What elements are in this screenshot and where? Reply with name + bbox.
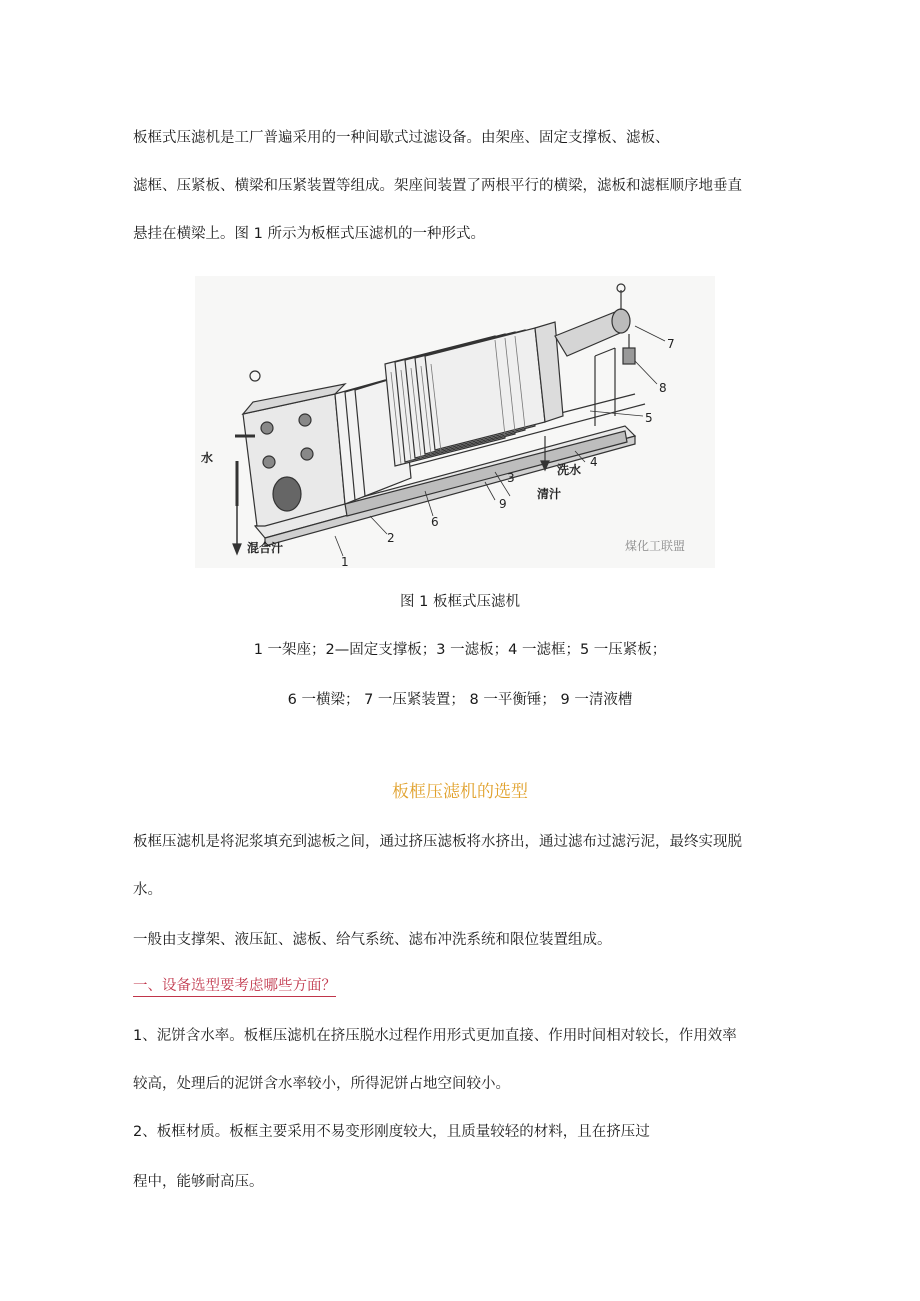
label-6: 6 — [431, 515, 439, 529]
label-4: 4 — [590, 455, 598, 469]
intro-line-1: 板框式压滤机是工厂普遍采用的一种间歇式过滤设备。由架座、固定支撑板、滤板、 — [133, 130, 670, 146]
section-heading: 板框压滤机的选型 — [392, 782, 528, 802]
label-wash-water: 洗水 — [557, 463, 582, 477]
figure-legend-line-1: 1 一架座；2—固定支撑板；3 一滤板；4 一滤框；5 一压紧板； — [253, 642, 667, 658]
label-7: 7 — [667, 337, 675, 351]
label-clear-liquid: 清汁 — [537, 487, 562, 501]
paragraph-1-line-1: 板框压滤机是将泥浆填充到滤板之间，通过挤压滤板将水挤出，通过滤布过滤污泥，最终实现脱 — [133, 834, 742, 850]
item-1-line-1: 1、泥饼含水率。板框压滤机在挤压脱水过程作用形式更加直接、作用时间相对较长，作用效率 — [133, 1028, 737, 1044]
figure-legend-line-2: 6 一横梁； 7 一压紧装置； 8 一平衡锤； 9 一清液槽 — [287, 692, 633, 708]
item-1-line-2: 较高，处理后的泥饼含水率较小，所得泥饼占地空间较小。 — [133, 1076, 510, 1092]
intro-line-3: 悬挂在横梁上。图 1 所示为板框式压滤机的一种形式。 — [133, 226, 485, 242]
item-2-line-1: 2、板框材质。板框主要采用不易变形刚度较大，且质量较轻的材料，且在挤压过 — [133, 1124, 650, 1140]
label-3: 3 — [507, 471, 515, 485]
label-9: 9 — [499, 497, 507, 511]
filter-press-drawing — [195, 276, 715, 568]
question-heading: 一、设备选型要考虑哪些方面？ — [133, 978, 336, 997]
paragraph-2: 一般由支撑架、液压缸、滤板、给气系统、滤布冲洗系统和限位装置组成。 — [133, 932, 612, 948]
intro-line-2: 滤框、压紧板、横梁和压紧装置等组成。架座间装置了两根平行的横梁，滤板和滤框顺序地垂直 — [133, 178, 742, 194]
label-8: 8 — [659, 381, 667, 395]
question-heading-wrap — [133, 976, 336, 996]
label-1: 1 — [341, 555, 349, 568]
label-mixed-juice: 混合汁 — [247, 541, 284, 555]
filter-press-figure — [195, 276, 715, 568]
support-plate-port — [273, 477, 301, 511]
label-5: 5 — [645, 411, 653, 425]
figure-caption: 图 1 板框式压滤机 — [400, 594, 520, 610]
watermark-text: 煤化工联盟 — [625, 539, 686, 553]
counterweight — [623, 348, 635, 364]
item-2-line-2: 程中，能够耐高压。 — [133, 1174, 264, 1190]
label-2: 2 — [387, 531, 395, 545]
paragraph-1-line-2: 水。 — [133, 882, 162, 898]
label-water: 水 — [201, 451, 214, 465]
